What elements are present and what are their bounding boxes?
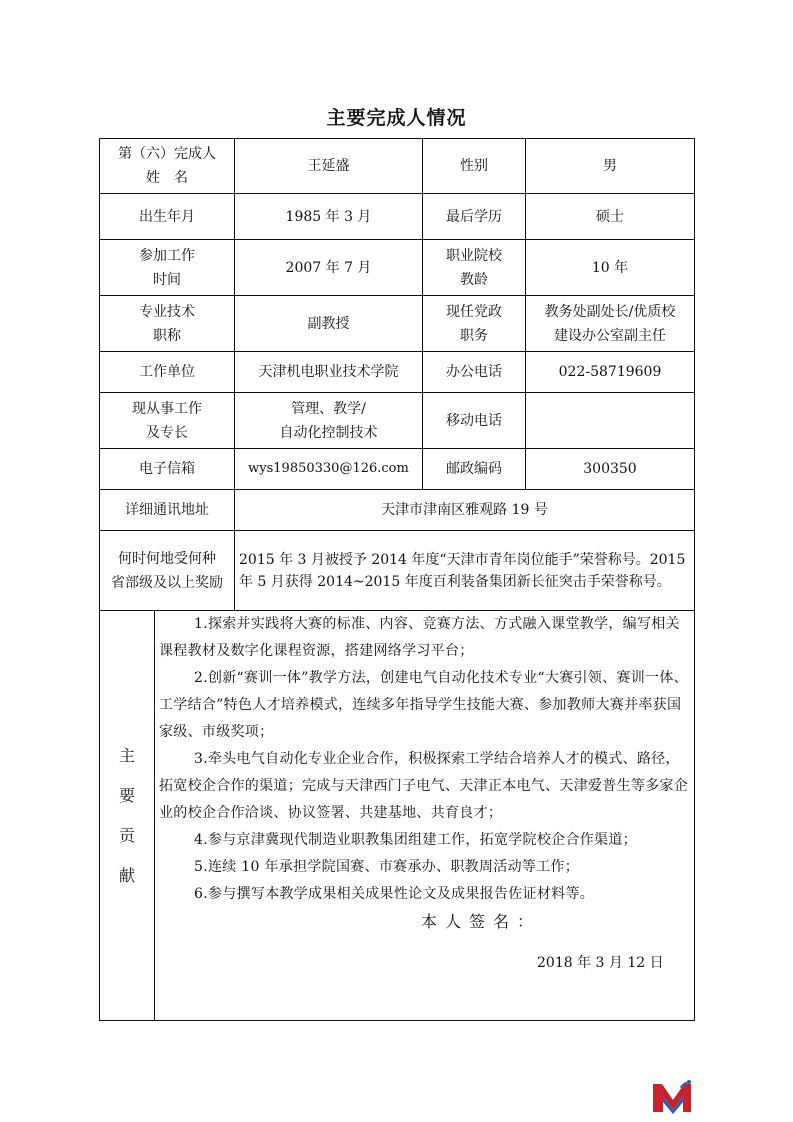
value-awards: 2015 年 3 月被授予 2014 年度“天津市青年岗位能手”荣誉称号。2015 年 5 月获得 2014~2015 年度百利装备集团新长征突击手荣誉称号。 bbox=[235, 531, 695, 611]
page-title: 主要完成人情况 bbox=[326, 107, 467, 129]
value-mobile-phone bbox=[526, 393, 695, 449]
value-employer: 天津机电职业技术学院 bbox=[235, 352, 423, 393]
label-awards: 何时何地受何种 省部级及以上奖励 bbox=[100, 531, 235, 611]
row-title-rank bbox=[100, 296, 695, 352]
value-party-position: 教务处副处长/优质校 建设办公室副主任 bbox=[526, 296, 695, 352]
contribution-item: 4.参与京津冀现代制造业职教集团组建工作，拓宽学院校企合作渠道； bbox=[194, 832, 637, 848]
row-work-start bbox=[100, 240, 695, 296]
label-party-position: 现任党政 职务 bbox=[423, 296, 526, 352]
value-birth: 1985 年 3 月 bbox=[235, 194, 423, 240]
label-teaching-years: 职业院校 教龄 bbox=[423, 240, 526, 296]
label-email: 电子信箱 bbox=[100, 449, 235, 490]
contribution-item: 6.参与撰写本教学成果相关成果性论文及成果报告佐证材料等。 bbox=[194, 886, 595, 902]
value-address: 天津市津南区雅观路 19 号 bbox=[235, 490, 695, 531]
signature-date: 2018 年 3 月 12 日 bbox=[537, 955, 664, 971]
value-postcode: 300350 bbox=[526, 449, 695, 490]
contribution-item: 1.探索并实践将大赛的标准、内容、竞赛方法、方式融入课堂教学，编写相关课程教材及数字化课程资源，搭建网络学习平台； bbox=[159, 616, 680, 659]
label-birth: 出生年月 bbox=[100, 194, 235, 240]
row-name bbox=[100, 139, 695, 194]
label-mobile-phone: 移动电话 bbox=[423, 393, 526, 449]
value-specialty: 管理、教学/ 自动化控制技术 bbox=[235, 393, 423, 449]
contributions-content bbox=[155, 611, 695, 1021]
label-address: 详细通讯地址 bbox=[100, 490, 235, 531]
row-birth bbox=[100, 194, 695, 240]
value-name: 王延盛 bbox=[235, 139, 423, 194]
contribution-item: 5.连续 10 年承担学院国赛、市赛承办、职教周活动等工作； bbox=[194, 859, 580, 875]
label-education: 最后学历 bbox=[423, 194, 526, 240]
label-specialty: 现从事工作 及专长 bbox=[100, 393, 235, 449]
label-name: 第（六）完成人 姓 名 bbox=[100, 139, 235, 194]
label-employer: 工作单位 bbox=[100, 352, 235, 393]
label-gender: 性别 bbox=[423, 139, 526, 194]
label-professional-title: 专业技术 职称 bbox=[100, 296, 235, 352]
row-address bbox=[100, 490, 695, 531]
brand-logo-icon bbox=[651, 1078, 695, 1114]
label-work-start: 参加工作 时间 bbox=[100, 240, 235, 296]
row-employer bbox=[100, 352, 695, 393]
value-professional-title: 副教授 bbox=[235, 296, 423, 352]
row-email bbox=[100, 449, 695, 490]
contribution-item: 3.牵头电气自动化专业企业合作，积极探索工学结合培养人才的模式、路径，拓宽校企合作的渠道；完成与天津西门子电气、天津正本电气、天津爱普生等多家企业的校企合作洽谈、协议签署、共建基地、共育良才； bbox=[159, 751, 689, 821]
signature-label: 本人签名： bbox=[421, 912, 542, 931]
personnel-info-table bbox=[99, 138, 695, 1021]
value-teaching-years: 10 年 bbox=[526, 240, 695, 296]
row-contributions bbox=[100, 611, 695, 1021]
row-awards bbox=[100, 531, 695, 611]
contribution-item: 2.创新“赛训一体”教学方法，创建电气自动化技术专业“大赛引领、赛训一体、工学结合”特色人才培养模式，连续多年指导学生技能大赛、参加教师大赛并率获国家级、市级奖项； bbox=[159, 670, 688, 740]
label-postcode: 邮政编码 bbox=[423, 449, 526, 490]
label-contributions bbox=[100, 611, 155, 1021]
value-gender: 男 bbox=[526, 139, 695, 194]
value-education: 硕士 bbox=[526, 194, 695, 240]
value-office-phone: 022-58719609 bbox=[526, 352, 695, 393]
contributions-vertical-label: 主 要 贡 献 bbox=[118, 745, 135, 885]
value-email: wys19850330@126.com bbox=[235, 449, 423, 490]
value-work-start: 2007 年 7 月 bbox=[235, 240, 423, 296]
row-specialty bbox=[100, 393, 695, 449]
label-office-phone: 办公电话 bbox=[423, 352, 526, 393]
